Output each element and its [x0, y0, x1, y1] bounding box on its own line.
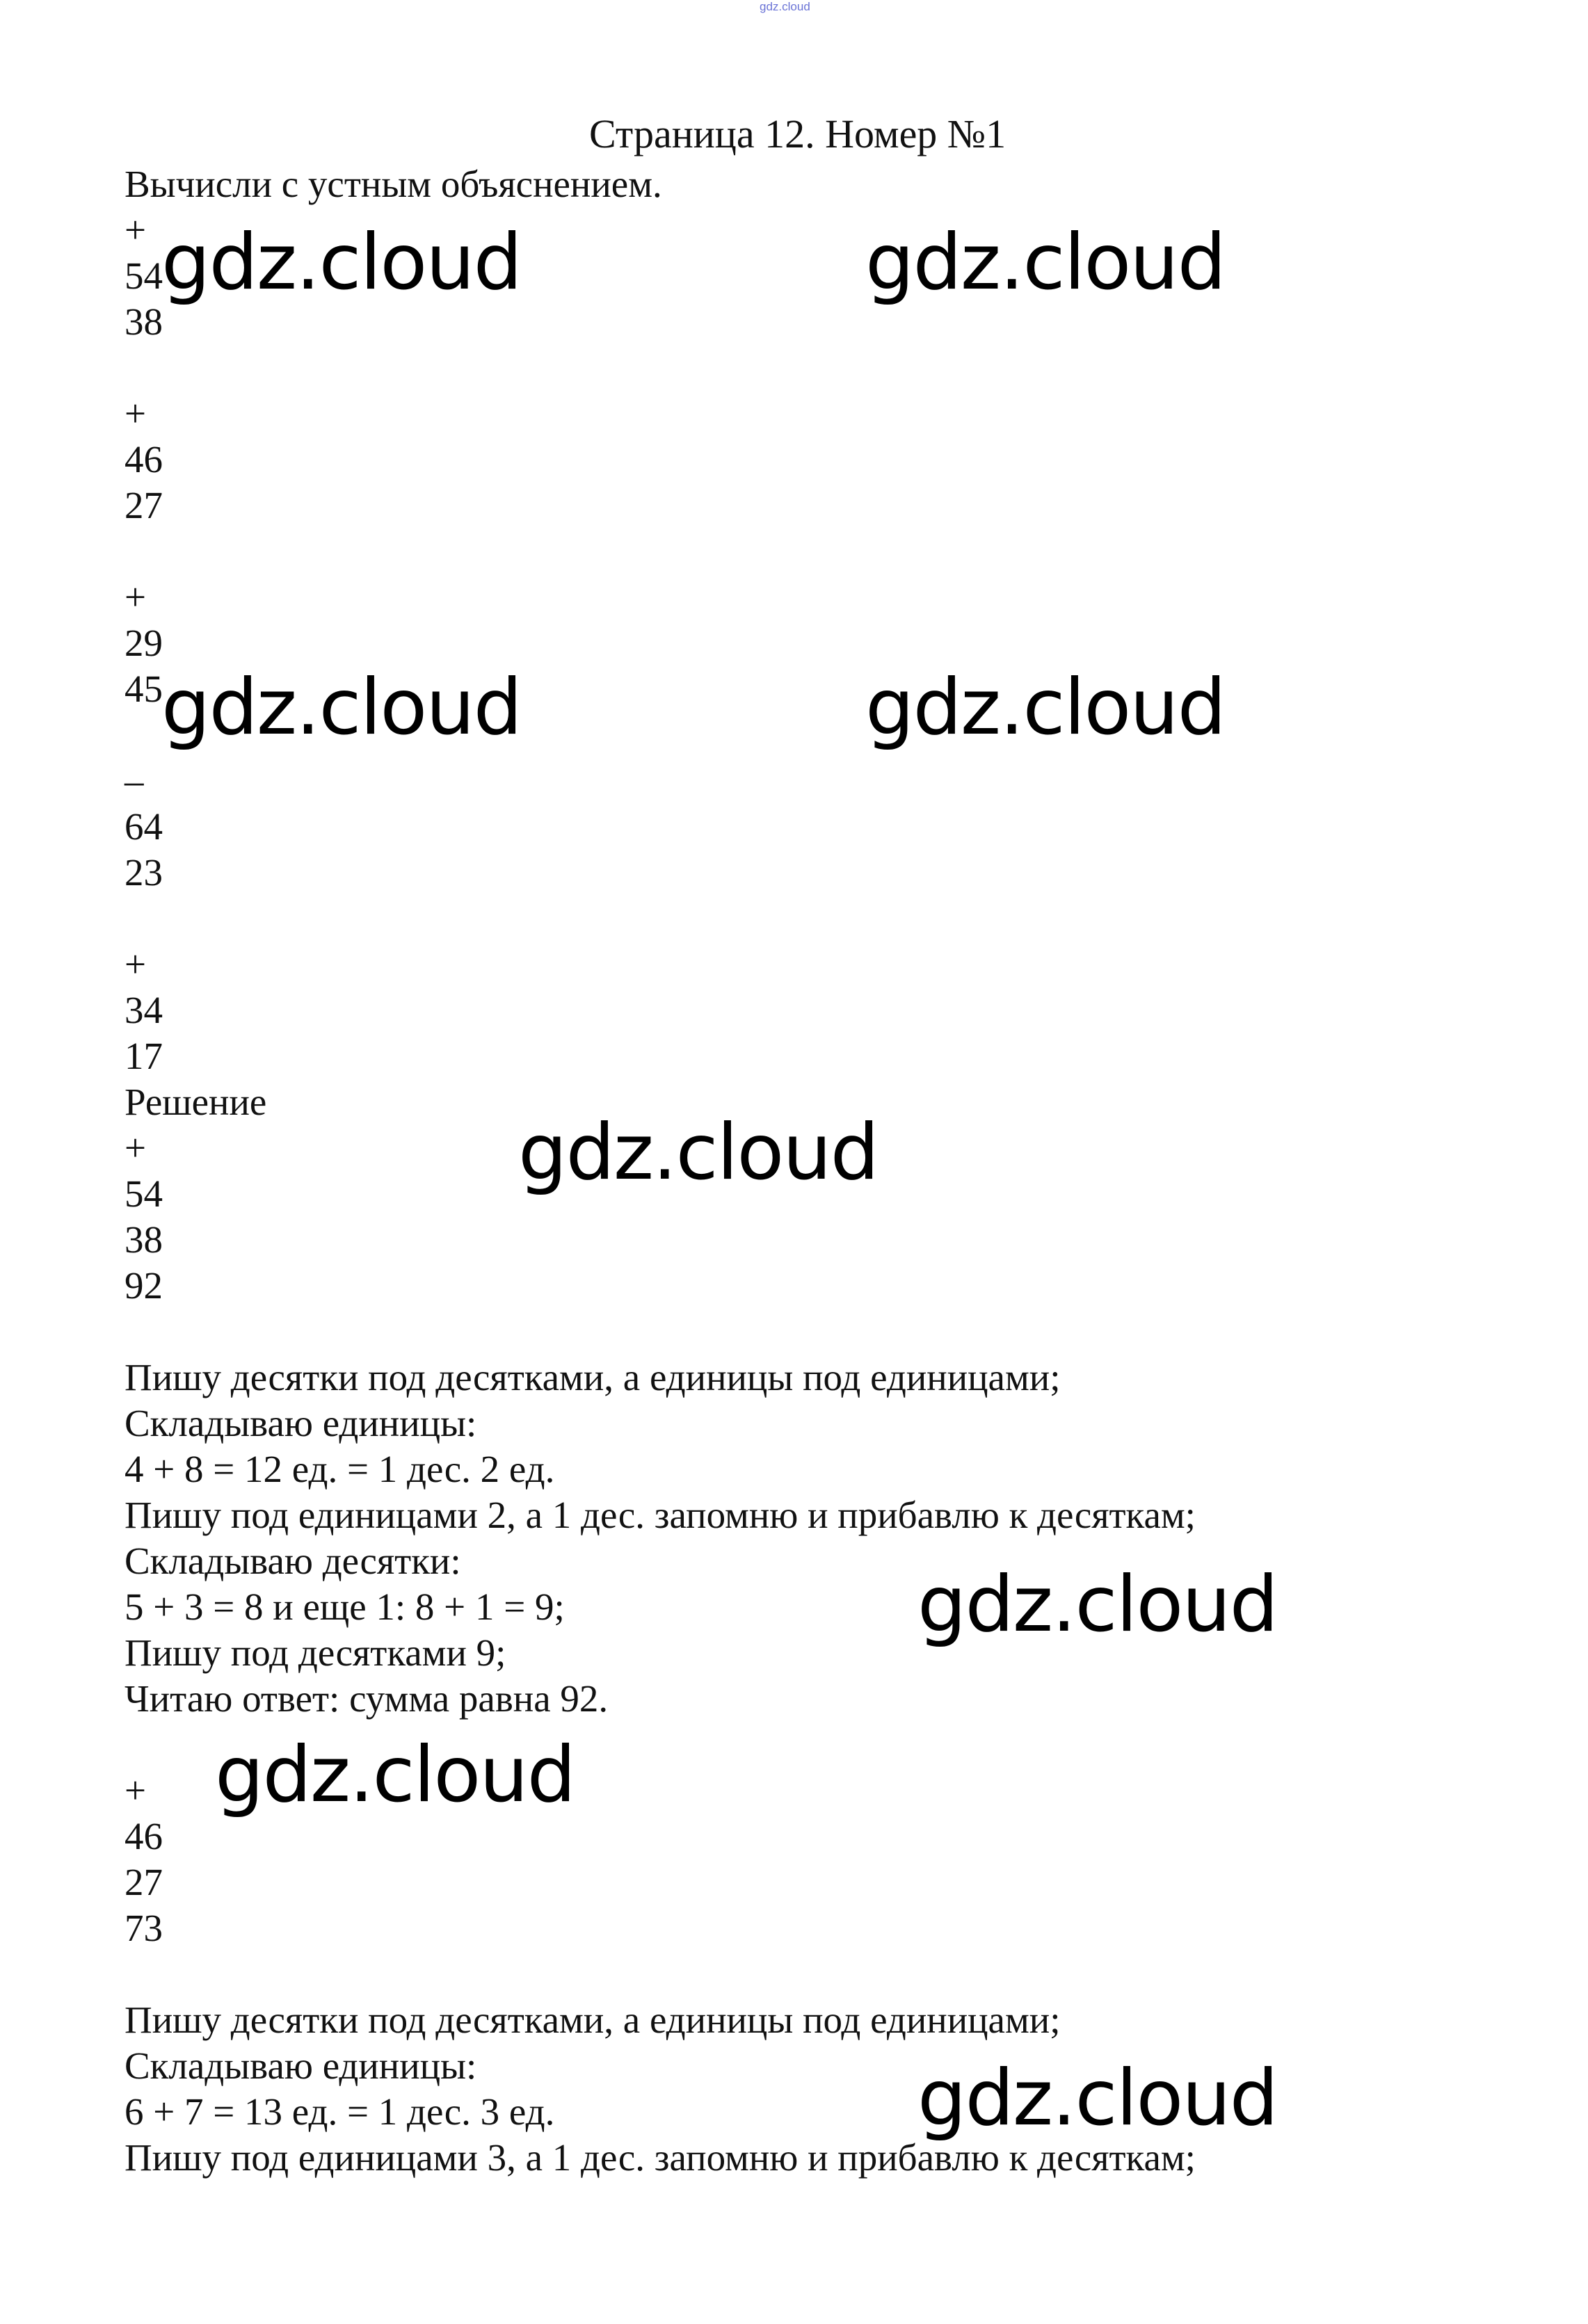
operator-plus: + [125, 209, 147, 251]
result: 92 [125, 1264, 163, 1307]
explanation-line: Складываю единицы: [125, 1402, 477, 1444]
watermark: gdz.cloud [865, 663, 1226, 752]
explanation-line: Пишу под единицами 2, а 1 дес. запомню и прибавлю к десяткам; [125, 1494, 1196, 1536]
explanation-line: 4 + 8 = 12 ед. = 1 дес. 2 ед. [125, 1448, 555, 1490]
result: 73 [125, 1907, 163, 1949]
watermark: gdz.cloud [215, 1730, 575, 1820]
operand: 45 [125, 668, 163, 710]
explanation-line: Пишу десятки под десятками, а единицы под единицами; [125, 1999, 1061, 2041]
watermark: gdz.cloud [161, 663, 522, 752]
task-text: Вычисли с устным объяснением. [125, 163, 662, 205]
page-title: Страница 12. Номер №1 [589, 111, 1006, 156]
explanation-line: 6 + 7 = 13 ед. = 1 дес. 3 ед. [125, 2090, 555, 2133]
operand: 38 [125, 300, 163, 343]
operand: 46 [125, 1815, 163, 1857]
watermark: gdz.cloud [518, 1108, 879, 1197]
explanation-line: Складываю единицы: [125, 2044, 477, 2087]
watermark: gdz.cloud [865, 218, 1226, 307]
operator-plus: + [125, 392, 147, 435]
operand: 23 [125, 851, 163, 894]
operand: 38 [125, 1218, 163, 1261]
explanation-line: Читаю ответ: сумма равна 92. [125, 1677, 609, 1720]
operand: 46 [125, 438, 163, 481]
explanation-line: Пишу под единицами 3, а 1 дес. запомню и прибавлю к десяткам; [125, 2136, 1196, 2179]
operand: 54 [125, 1172, 163, 1215]
watermark: gdz.cloud [161, 218, 522, 307]
operator-plus: + [125, 1127, 147, 1169]
operator-plus: + [125, 943, 147, 985]
operator-minus: – [125, 759, 144, 802]
operand: 54 [125, 255, 163, 297]
explanation-line: Пишу десятки под десятками, а единицы под единицами; [125, 1356, 1061, 1398]
operand: 29 [125, 622, 163, 664]
watermark: gdz.cloud [917, 1560, 1278, 1649]
operand: 34 [125, 989, 163, 1031]
operand: 17 [125, 1035, 163, 1077]
solution-heading: Решение [125, 1081, 267, 1123]
operand: 64 [125, 805, 163, 848]
operator-plus: + [125, 576, 147, 618]
explanation-line: Складываю десятки: [125, 1540, 461, 1582]
header-watermark: gdz.cloud [760, 0, 810, 13]
operand: 27 [125, 1861, 163, 1903]
watermark: gdz.cloud [917, 2053, 1278, 2143]
operator-plus: + [125, 1769, 147, 1811]
explanation-line: Пишу под десятками 9; [125, 1631, 506, 1674]
explanation-line: 5 + 3 = 8 и еще 1: 8 + 1 = 9; [125, 1585, 565, 1628]
operand: 27 [125, 484, 163, 526]
